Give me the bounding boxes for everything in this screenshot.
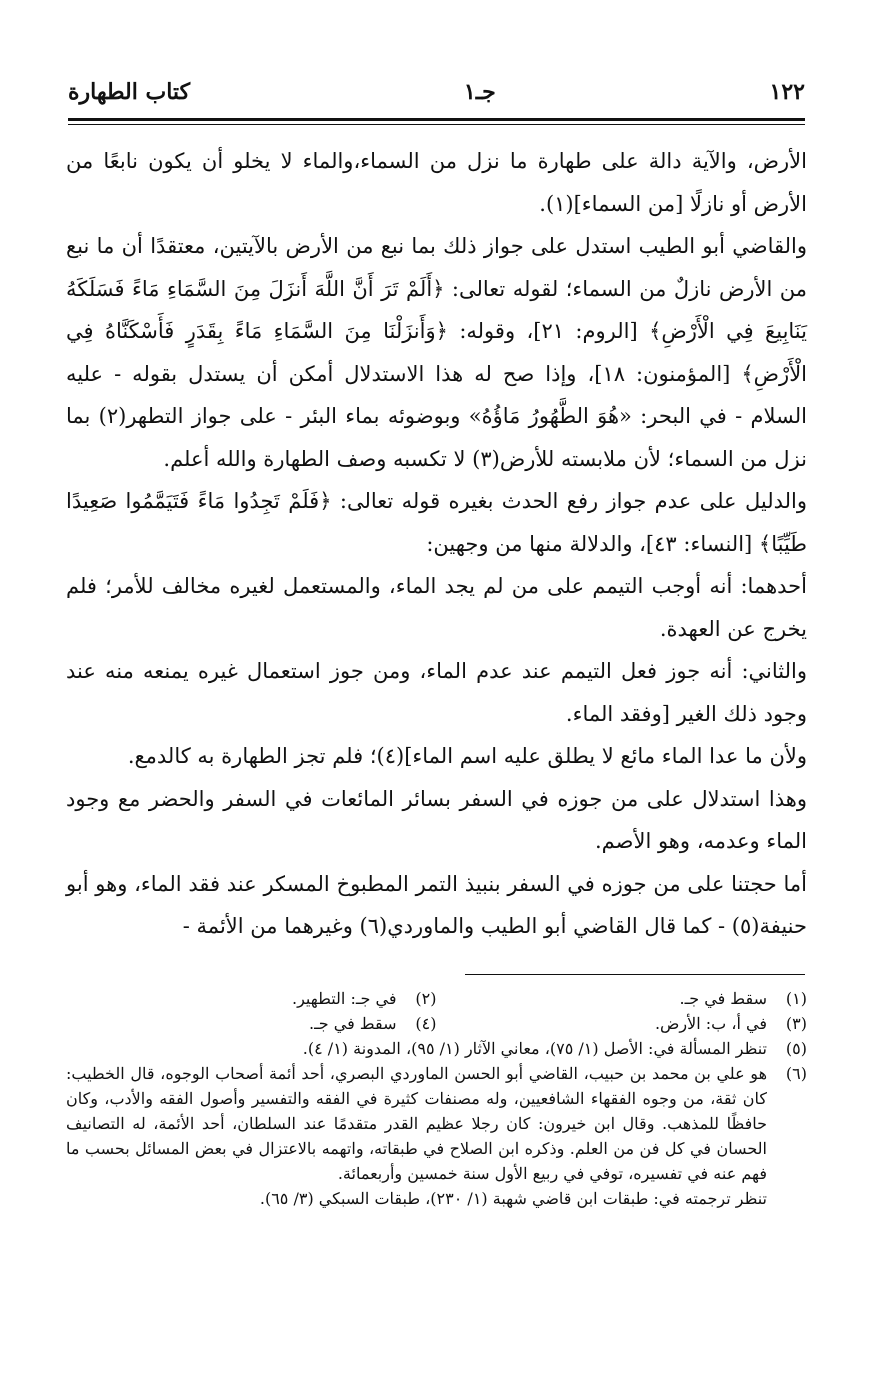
footnote-separator bbox=[465, 974, 805, 975]
header-rule-thick bbox=[68, 118, 805, 121]
paragraph: أما حجتنا على من جوزه في السفر بنبيذ التمر المطبوخ المسكر عند فقد الماء، وهو أبو حنيفة(٥) - كما قال القاضي أبو الطيب والماوردي(٦) وغيرهما من الأئمة - bbox=[66, 871, 807, 938]
paragraph: وهذا استدلال على من جوزه في السفر بسائر المائعات في السفر والحضر مع وجود الماء وعدمه، وهو الأصم. bbox=[66, 786, 807, 853]
footnote-3: (٣) في أ، ب: الأرض. bbox=[654, 1014, 807, 1033]
running-header bbox=[68, 70, 805, 114]
paragraph: الأرض، والآية دالة على طهارة ما نزل من السماء،والماء لا يخلو أن يكون نابعًا من الأرض أو نازلًا [من السماء](١). bbox=[66, 149, 807, 216]
footnote-5: (٥) تنظر المسألة في: الأصل (١/ ٧٥)، معاني الآثار (١/ ٩٥)، المدونة (١/ ٤). bbox=[302, 1039, 807, 1058]
paragraph: أحدهما: أنه أوجب التيمم على من لم يجد الماء، والمستعمل لغيره مخالف للأمر؛ فلم يخرج عن العهدة. bbox=[66, 574, 807, 641]
footnote-2: (٢) في جـ: التطهير. bbox=[291, 989, 437, 1008]
volume-label: جـ١ bbox=[463, 79, 496, 105]
paragraph: والقاضي أبو الطيب استدل على جواز ذلك بما نبع من الأرض بالآيتين، معتقدًا أن ما نبع من الأرض نازلٌ من السماء؛ لقوله تعالى: ﴿أَلَمْ تَرَ أَنَّ اللَّهَ أَنزَلَ مِنَ السَّمَاءِ مَاءً فَسَلَكَهُ يَنَابِيعَ فِي الْأَرْضِ﴾ [الروم: ٢١]، وقوله: ﴿وَأَنزَلْنَا مِنَ السَّمَاءِ مَاءً بِقَدَرٍ فَأَسْكَنَّاهُ فِي الْأَرْضِ﴾ [المؤمنون: ١٨]، وإذا صح له هذا الاستدلال أمكن أن يستدل بقوله - عليه السلام - في البحر: «هُوَ الطَّهُورُ مَاؤُهُ» وبوضوئه بماء البئر - على جواز التطهر(٢) بما نزل من السماء؛ لأن ملابسته للأرض(٣) لا تكسبه وصف الطهارة والله أعلم. bbox=[66, 234, 808, 471]
book-title: كتاب الطهارة bbox=[68, 79, 191, 105]
footnote-4: (٤) سقط في جـ. bbox=[308, 1014, 437, 1033]
paragraph: والثاني: أنه جوز فعل التيمم عند عدم الماء، ومن جوز استعمال غيره يمنعه منه عند وجود ذلك الغير [وفقد الماء. bbox=[66, 659, 807, 726]
paragraph: ولأن ما عدا الماء مائع لا يطلق عليه اسم الماء](٤)؛ فلم تجز الطهارة به كالدمع. bbox=[127, 744, 807, 768]
header-rule-thin bbox=[68, 124, 805, 125]
footnote-6-source: تنظر ترجمته في: طبقات ابن قاضي شهبة (١/ ٢٣٠)، طبقات السبكي (٣/ ٦٥). bbox=[259, 1189, 767, 1208]
footnote-row bbox=[66, 1011, 807, 1036]
footnote-1: (١) سقط في جـ. bbox=[679, 989, 807, 1008]
footnotes bbox=[66, 986, 807, 1211]
footnote-row bbox=[66, 986, 807, 1011]
paragraph: والدليل على عدم جواز رفع الحدث بغيره قوله تعالى: ﴿فَلَمْ تَجِدُوا مَاءً فَتَيَمَّمُوا صَعِيدًا طَيِّبًا﴾ [النساء: ٤٣]، والدلالة منها من وجهين: bbox=[66, 489, 807, 556]
footnote-6: (٦) هو علي بن محمد بن حبيب، القاضي أبو الحسن الماوردي البصري، أحد أئمة أصحاب الوجوه، قال الخطيب: كان ثقة، من وجوه الفقهاء الشافعيين، وله مصنفات كثيرة في الفقه والتفسير وأصول الفقه والأدب، وكان حافظًا للمذهب. وقال ابن خيرون: كان رجلا عظيم القدر متقدمًا عند السلطان، أحد الأئمة، له التصانيف الحسان في كل فن من العلم. وذكره ابن الصلاح في طبقاته، واتهمه بالاعتزال في بعض المسائل بحسب ما فهم عنه في تفسيره، توفي في ربيع الأول سنة خمسين وأربعمائة. bbox=[66, 1064, 807, 1183]
page-number: ١٢٢ bbox=[769, 79, 805, 105]
main-text bbox=[66, 140, 807, 948]
